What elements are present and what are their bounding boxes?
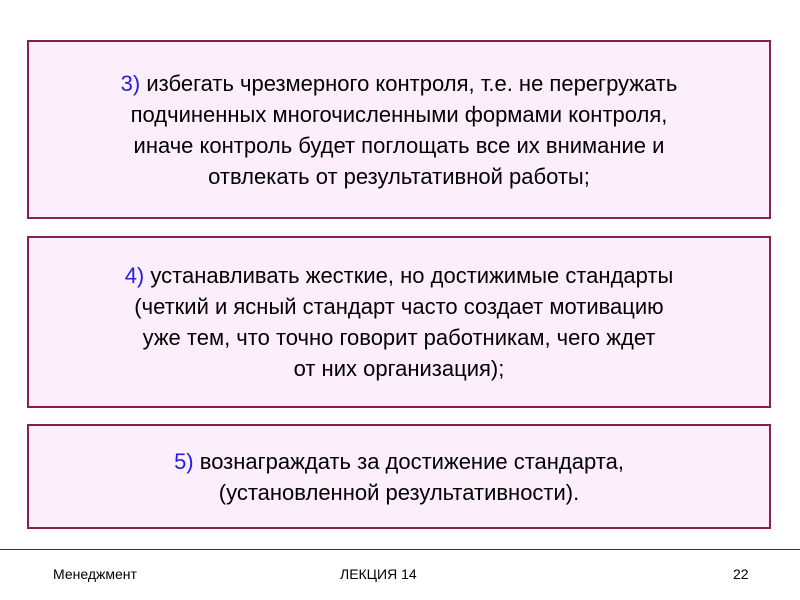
item-5-line-1: вознаграждать за достижение стандарта,: [199, 448, 624, 474]
item-number-4: 4): [124, 263, 145, 288]
item-4-line-2: (четкий и ясный стандарт часто создает мотивацию: [134, 294, 664, 319]
item-4-line-1: устанавливать жесткие, но достижимые стандарты: [150, 263, 674, 288]
item-4-line-3: уже тем, что точно говорит работникам, чего ждет: [142, 325, 656, 350]
item-box-4: [27, 236, 771, 408]
item-text-3: [121, 68, 678, 192]
item-text-4: [125, 260, 674, 384]
item-number-3: 3): [120, 70, 141, 96]
item-3-line-2: подчиненных многочисленными формами контроля,: [130, 101, 668, 127]
item-box-3: [27, 40, 771, 219]
footer-divider: [0, 549, 800, 550]
footer-course-title: Менеджмент: [53, 566, 137, 582]
item-text-5: [174, 446, 624, 508]
item-3-line-1: избегать чрезмерного контроля, т.е. не перегружать: [146, 70, 678, 96]
item-3-line-4: отвлекать от результативной работы;: [208, 163, 590, 189]
item-number-5: 5): [174, 448, 194, 474]
footer-lecture-label: ЛЕКЦИЯ 14: [340, 566, 417, 582]
item-3-line-3: иначе контроль будет поглощать все их внимание и: [133, 132, 665, 158]
item-box-5: [27, 424, 771, 529]
footer-page-number: 22: [733, 566, 749, 582]
item-5-line-2: (установленной результативности).: [218, 479, 580, 505]
item-4-line-4: от них организация);: [293, 356, 505, 381]
